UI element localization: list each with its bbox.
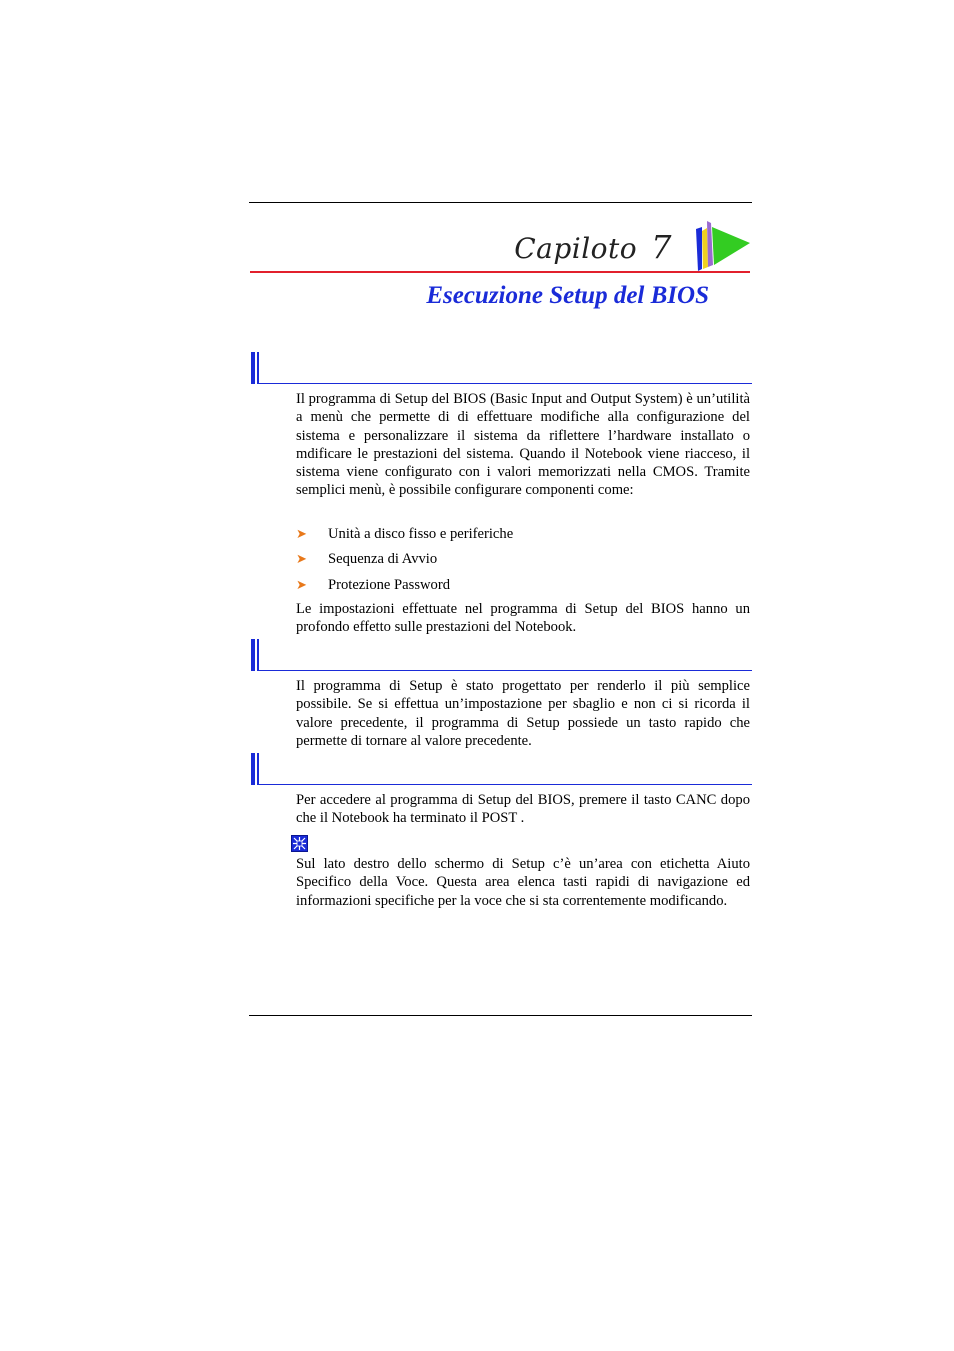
top-rule [249, 202, 752, 203]
chapter-label: Capiloto [514, 232, 638, 265]
intro-paragraph: Il programma di Setup del BIOS (Basic Input and Output System) è un’utilità a menù che permette di di effettuare modifiche alla configurazione del sistema e personalizzare il sistema da riflettere l’hardware installato o mdificare le prestazioni del sistema. Quando il Notebook viene riacceso, il sistema viene configurato con i valori memorizzati nella CMOS. Tramite semplici menù, è possibile configurare componenti come: [296, 391, 750, 499]
note-icon [291, 835, 308, 852]
chapter-logo-icon [692, 219, 752, 273]
section3-paragraph: Per accedere al programma di Setup del BIOS, premere il tasto CANC dopo che il Notebook ha terminato il POST . [296, 792, 750, 827]
arrow-bullet-icon: ➤ [296, 577, 307, 592]
note-paragraph: Sul lato destro dello schermo di Setup c’è un’area con etichetta Aiuto Specifico della Voce. Questa area elenca tasti rapidi di navigazione ed informazioni specifiche per la voce che si sta correntemente modificando. [296, 856, 750, 909]
intro-closing-paragraph: Le impostazioni effettuate nel programma di Setup del BIOS hanno un profondo effetto sulle prestazioni del Notebook. [296, 601, 750, 636]
arrow-bullet-icon: ➤ [296, 551, 307, 566]
list-item: ➤ Sequenza di Avvio [296, 551, 438, 567]
section-marker-2 [251, 639, 751, 671]
arrow-bullet-icon: ➤ [296, 526, 307, 541]
chapter-heading [514, 228, 672, 266]
section-marker-1 [251, 352, 751, 384]
chapter-rule [250, 271, 750, 273]
bottom-rule [249, 1015, 752, 1016]
chapter-number: 7 [651, 228, 672, 266]
list-item: ➤ Protezione Password [296, 577, 451, 593]
section-marker-3 [251, 753, 751, 785]
section2-paragraph: Il programma di Setup è stato progettato per renderlo il più semplice possibile. Se si effettua un’impostazione per sbaglio e non ci si ricorda il valore precedente, il programma di Setup possiede un tasto rapido che permette di tornare al valore precedente. [296, 678, 750, 749]
section-title: Esecuzione Setup del BIOS [426, 282, 709, 309]
list-item: ➤ Unità a disco fisso e periferiche [296, 526, 514, 542]
